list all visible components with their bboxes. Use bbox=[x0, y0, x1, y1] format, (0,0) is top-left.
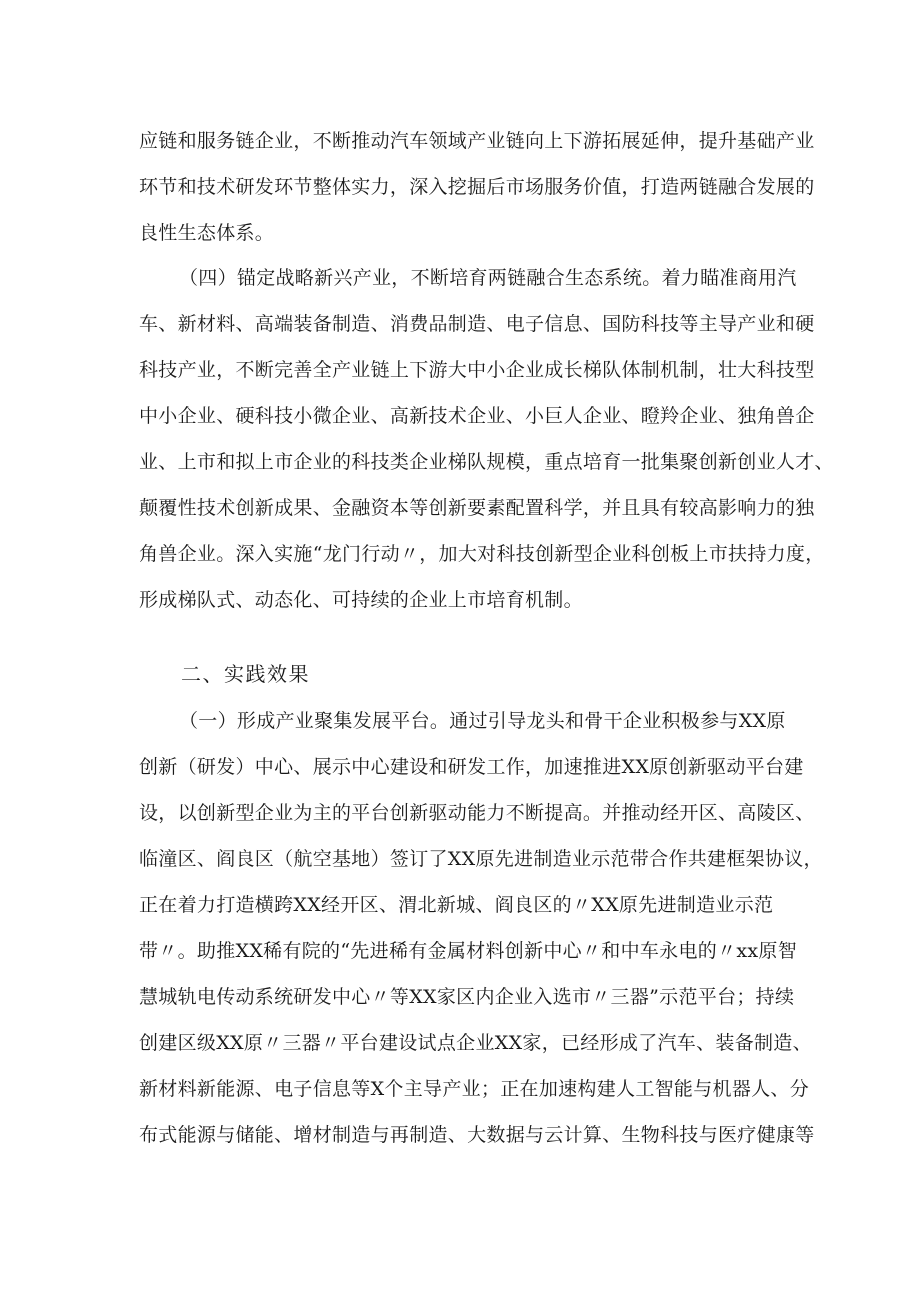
text-line: 布式能源与储能、增材制造与再制造、大数据与云计算、生物科技与医疗健康等 bbox=[139, 1124, 815, 1146]
text-line: 车、新材料、高端装备制造、消费品制造、电子信息、国防科技等主导产业和硬 bbox=[139, 313, 815, 335]
text-line: 设，以创新型企业为主的平台创新驱动能力不断提高。并推动经开区、高陵区、 bbox=[139, 802, 815, 824]
text-line: 新材料新能源、电子信息等X个主导产业；正在加速构建人工智能与机器人、分 bbox=[139, 1078, 810, 1100]
text-line: （四）锚定战略新兴产业，不断培育两链融合生态系统。着力瞄准商用汽 bbox=[179, 267, 797, 289]
text-line: 颠覆性技术创新成果、金融资本等创新要素配置科学，并且具有较高影响力的独 bbox=[139, 497, 815, 519]
paragraph-supply-chain bbox=[139, 118, 815, 256]
text-line: 正在着力打造横跨XX经开区、渭北新城、阎良区的〃XX原先进制造业示范 bbox=[139, 894, 774, 916]
text-line: 创新（研发）中心、展示中心建设和研发工作，加速推进XX原创新驱动平台建 bbox=[139, 756, 804, 778]
paragraph-section-one bbox=[139, 698, 823, 1158]
text-line: 应链和服务链企业，不断推动汽车领域产业链向上下游拓展延伸，提升基础产业 bbox=[139, 130, 815, 152]
text-line: 慧城轨电传动系统研发中心〃等XX家区内企业入选市〃三器”示范平台；持续 bbox=[139, 986, 795, 1008]
text-line: 业、上市和拟上市企业的科技类企业梯队规模，重点培育一批集聚创新创业人才、 bbox=[139, 451, 834, 473]
text-line: 科技产业，不断完善全产业链上下游大中小企业成长梯队体制机制，壮大科技型 bbox=[139, 359, 815, 381]
text-line: 中小企业、硬科技小微企业、高新技术企业、小巨人企业、瞪羚企业、独角兽企 bbox=[139, 405, 815, 427]
text-line: 创建区级XX原〃三器〃平台建设试点企业XX家，已经形成了汽车、装备制造、 bbox=[139, 1032, 812, 1054]
text-line: 临潼区、阎良区（航空基地）签订了XX原先进制造业示范带合作共建框架协议， bbox=[139, 848, 823, 870]
text-line: 形成梯队式、动态化、可持续的企业上市培育机制。 bbox=[139, 589, 583, 611]
text-line: 环节和技术研发环节整体实力，深入挖掘后市场服务价值，打造两链融合发展的 bbox=[139, 176, 815, 198]
text-line: 带〃。助推XX稀有院的“先进稀有金属材料创新中心〃和中车永电的〃xx原智 bbox=[139, 940, 797, 962]
paragraph-section-four bbox=[139, 255, 834, 669]
text-line: （一）形成产业聚集发展平台。通过引导龙头和骨干企业积极参与XX原 bbox=[179, 710, 786, 732]
text-line: 角兽企业。深入实施“龙门行动〃，加大对科技创新型企业科创板上市扶持力度， bbox=[139, 543, 825, 565]
text-line: 良性生态体系。 bbox=[139, 222, 275, 244]
section-heading-practice-results: 二、实践效果 bbox=[181, 662, 310, 686]
